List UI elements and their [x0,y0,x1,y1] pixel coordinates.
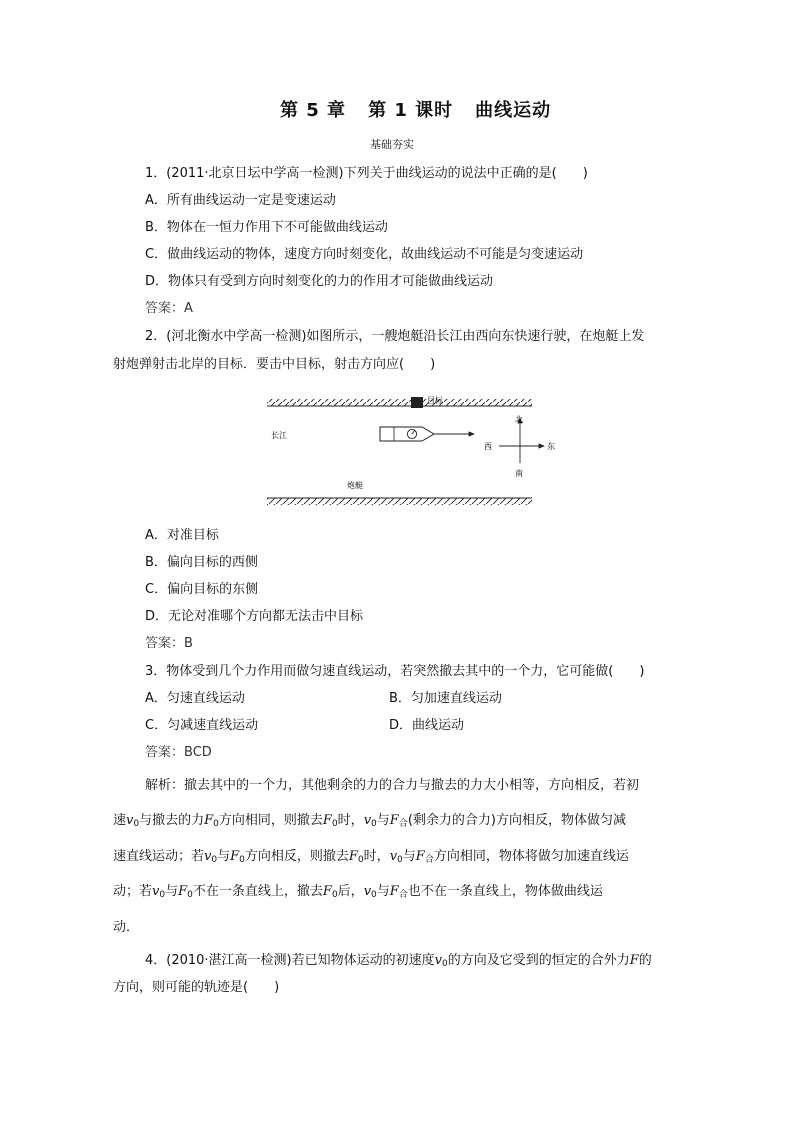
river-label: 长江 [271,431,287,440]
q3-option-c: C．匀减速直线运动 [145,718,259,733]
q2-stem-line2: 射炮弹射击北岸的目标．要击中目标，射击方向应( ) [113,357,436,372]
target-label: 目标 [427,396,443,405]
q2-option-d: D．无论对准哪个方向都无法击中目标 [145,609,364,624]
q1-answer: 答案：A [145,301,193,316]
title-lesson: 第 1 课时 [368,100,454,121]
q1-option-d: D．物体只有受到方向时刻变化的力的作用才可能做曲线运动 [145,274,494,289]
q1-option-a: A．所有曲线运动一定是变速运动 [145,193,336,208]
compass-north: 北 [515,415,523,424]
q3-analysis-line3: 速直线运动；若$v_0$与$F_0$方向相反，则撤去$F_0$时，$v_0$与$F_合$方向相同，物体将做匀加速直线运 [113,849,629,865]
q2-answer: 答案：B [145,636,193,651]
q2-figure [262,390,572,510]
north-bank [267,399,532,406]
title-chapter: 第 5 章 [280,100,347,121]
q1-option-c: C．做曲线运动的物体，速度方向时刻变化，故曲线运动不可能是匀变速运动 [145,247,584,262]
q3-option-a: A．匀速直线运动 [145,691,245,706]
q3-analysis-line2: 速$v_0$与撤去的力$F_0$方向相同，则撤去$F_0$时，$v_0$与$F_合$(剩余力的合力)方向相反，物体做匀减 [113,813,626,829]
target-marker [411,397,423,408]
q1-option-b: B．物体在一恒力作用下不可能做曲线运动 [145,220,388,235]
page-title [280,102,551,120]
q1-stem: 1．(2011·北京日坛中学高一检测)下列关于曲线运动的说法中正确的是( ) [145,166,588,181]
q3-option-b: B．匀加速直线运动 [389,691,502,706]
compass [484,414,555,478]
q3-analysis-line4: 动；若$v_0$与$F_0$不在一条直线上，撤去$F_0$后，$v_0$与$F_合$也不在一条直线上，物体做曲线运 [113,884,603,900]
section-label: 基础夯实 [370,138,414,151]
compass-east: 东 [547,442,555,451]
q4-stem-line2: 方向，则可能的轨迹是( ) [113,980,280,995]
q2-option-b: B．偏向目标的西侧 [145,555,258,570]
gunboat [380,427,474,441]
q3-answer: 答案：BCD [145,745,212,760]
q2-option-a: A．对准目标 [145,528,219,543]
q3-analysis-line1: 解析：撤去其中的一个力，其他剩余的力的合力与撤去的力大小相等，方向相反，若初 [145,778,640,793]
compass-west: 西 [484,442,492,451]
south-bank [267,498,532,505]
compass-south: 南 [515,469,523,478]
boat-label: 炮艇 [347,481,363,490]
q3-stem: 3．物体受到几个力作用而做匀速直线运动，若突然撤去其中的一个力，它可能做( ) [145,664,645,679]
title-topic: 曲线运动 [475,100,552,121]
q3-option-d: D．曲线运动 [389,718,465,733]
q4-stem-line1: 4．(2010·湛江高一检测)若已知物体运动的初速度$v_0$的方向及它受到的恒定的合外力F的 [145,953,652,969]
q2-stem-line1: 2．(河北衡水中学高一检测)如图所示，一艘炮艇沿长江由西向东快速行驶，在炮艇上发 [145,329,645,344]
q3-analysis-line5: 动． [113,920,140,935]
q2-option-c: C．偏向目标的东侧 [145,582,259,597]
